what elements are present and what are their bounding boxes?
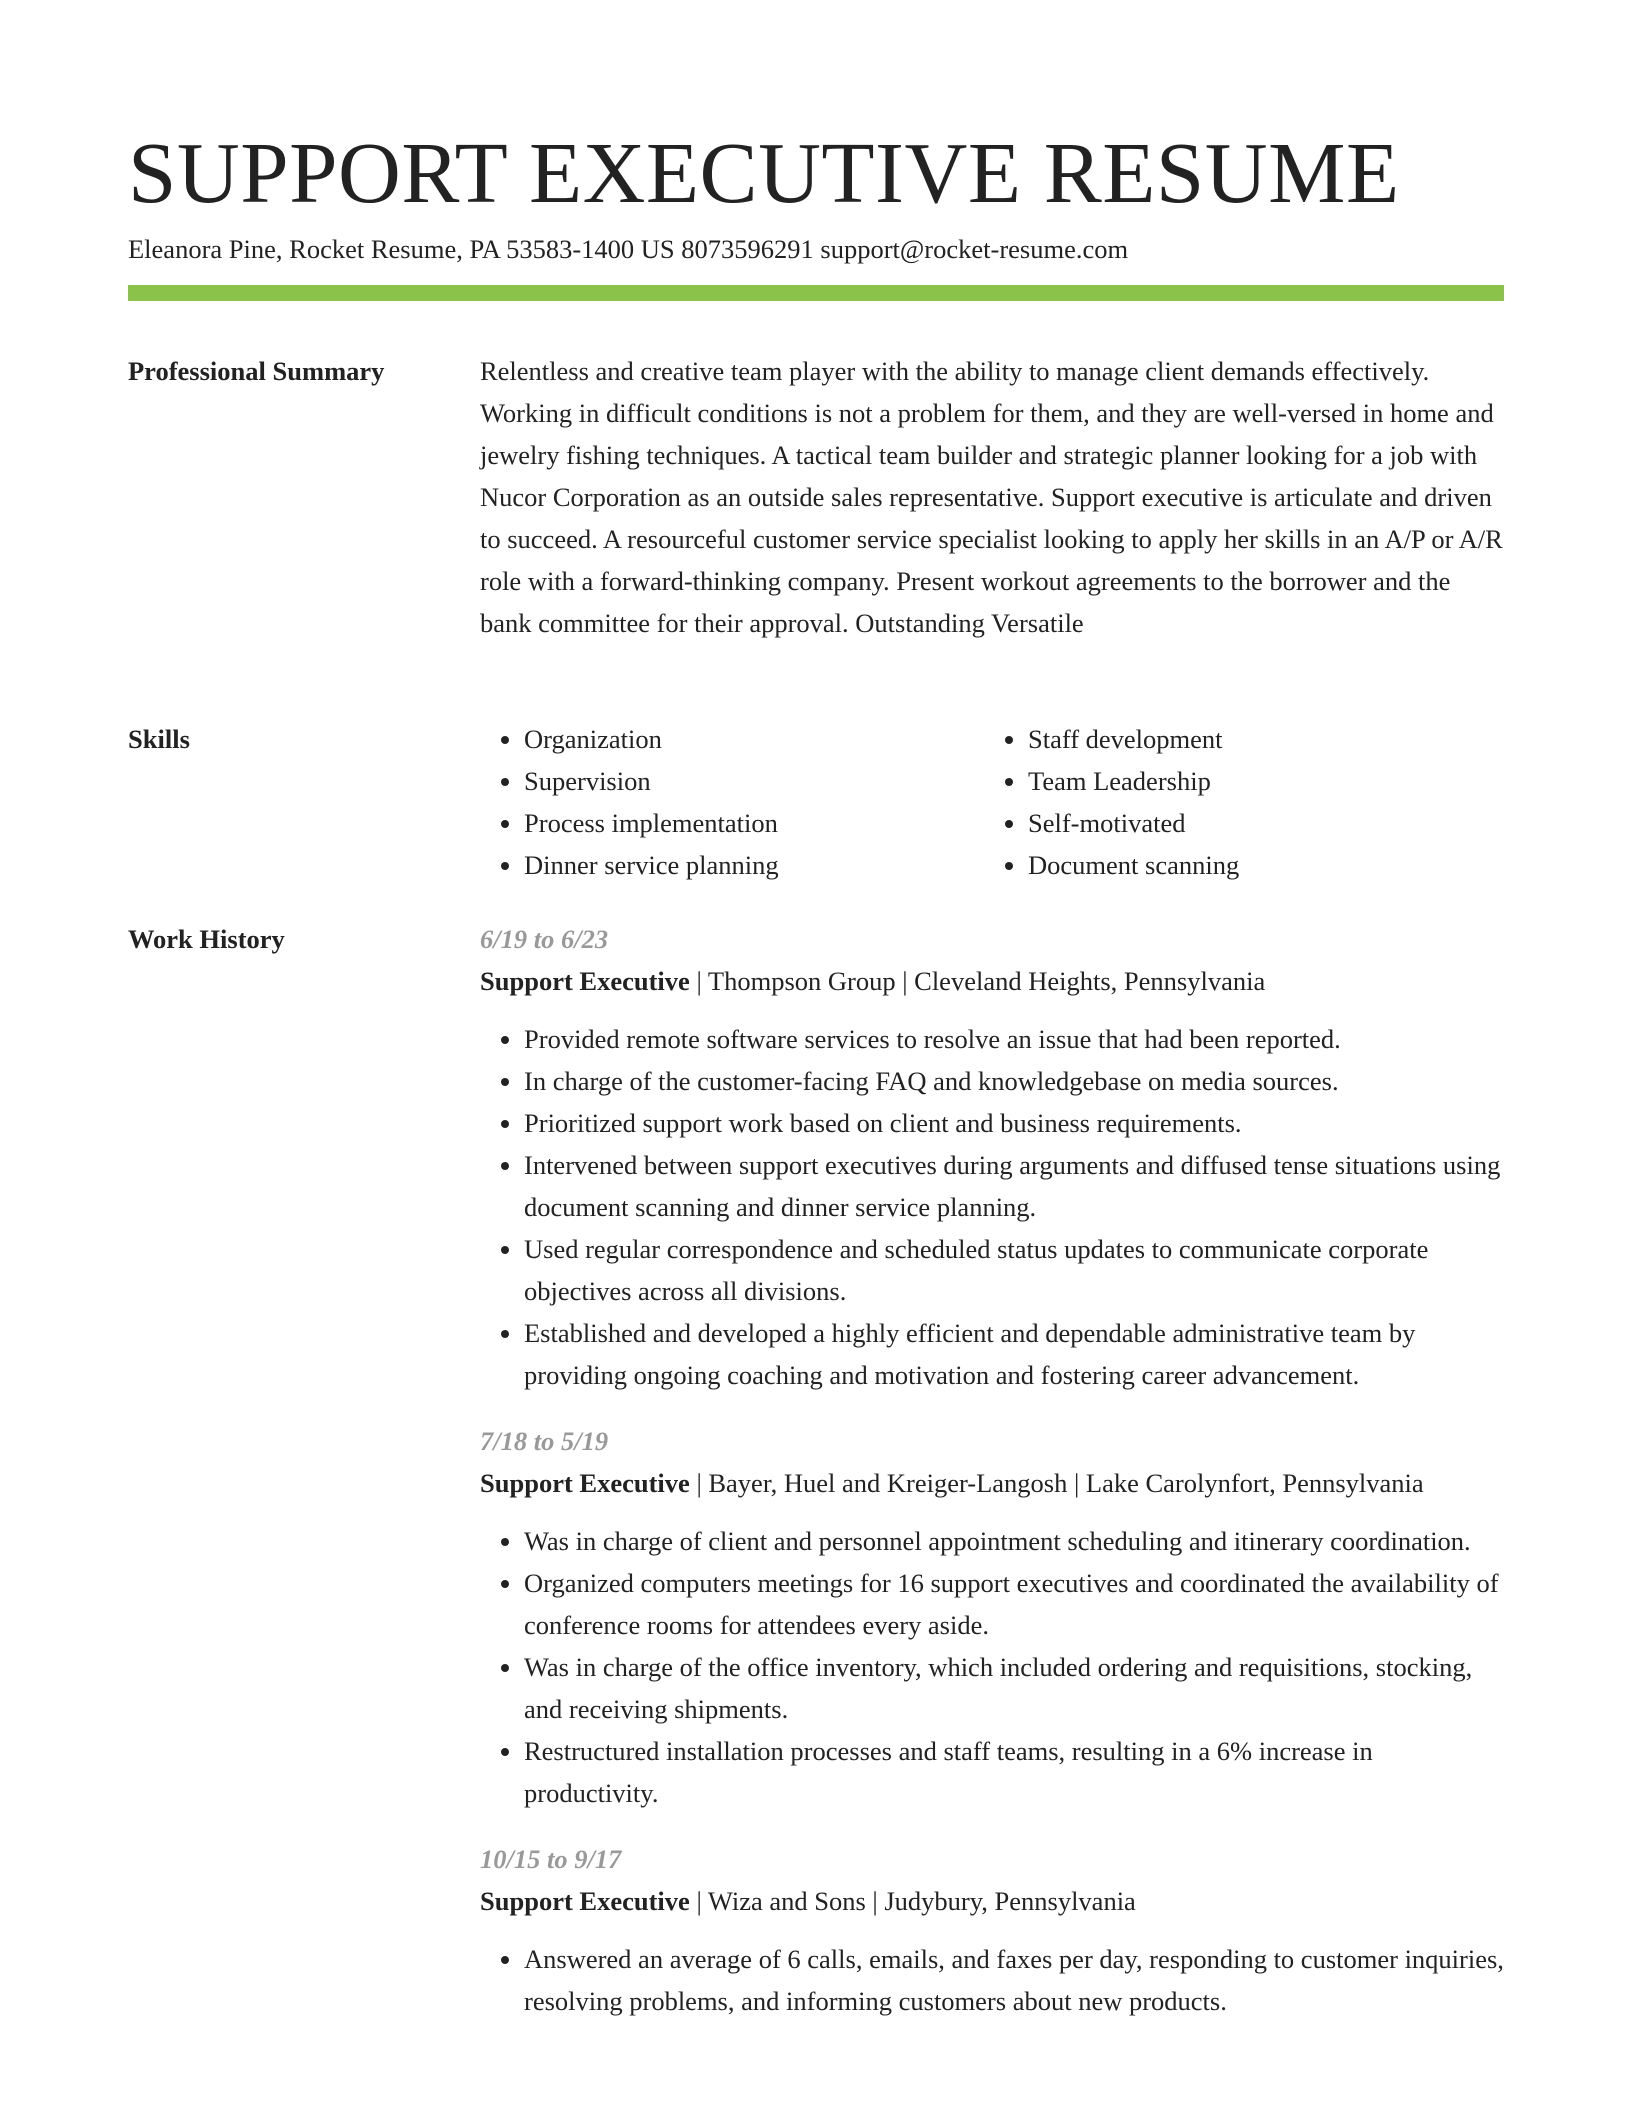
job-bullets [480, 1938, 1504, 2022]
job-title-line [480, 1880, 1504, 1922]
job-bullet: • Organized computers meetings for 16 support executives and coordinated the availability of conference rooms for attendees every aside. [524, 1562, 1504, 1646]
job-role: Support Executive [480, 1468, 690, 1498]
job-bullet: • Restructured installation processes and staff teams, resulting in a 6% increase in productivity. [524, 1730, 1504, 1814]
job-bullet: • Prioritized support work based on client and business requirements. [524, 1102, 1504, 1144]
skill-item: • Organization [524, 718, 984, 760]
job-bullet: • Used regular correspondence and scheduled status updates to communicate corporate objectives across all divisions. [524, 1228, 1504, 1312]
summary-text: Relentless and creative team player with the ability to manage client demands effectively. Working in difficult conditions is not a problem for them, and they are well-versed in home and jewelry fishing techniques. A tactical team builder and strategic planner looking for a job with Nucor Corporation as an outside sales representative. Support executive is articulate and driven to succeed. A resourceful customer service specialist looking to apply her skills in an A/P or A/R role with a forward-thinking company. Present workout agreements to the borrower and the bank committee for their approval. Outstanding Versatile [480, 356, 1503, 638]
job-bullet: • Intervened between support executives during arguments and diffused tense situations using document scanning and dinner service planning. [524, 1144, 1504, 1228]
summary-label: Professional Summary [128, 356, 385, 386]
job-details: | Bayer, Huel and Kreiger-Langosh | Lake Carolynfort, Pennsylvania [689, 1468, 1424, 1498]
job-entry [480, 1838, 1504, 2022]
job-bullet: • Was in charge of client and personnel appointment scheduling and itinerary coordination. [524, 1520, 1504, 1562]
job-role: Support Executive [480, 966, 690, 996]
job-dates: 10/15 to 9/17 [480, 1844, 622, 1874]
skill-item: • Supervision [524, 760, 984, 802]
job-dates: 6/19 to 6/23 [480, 924, 609, 954]
skills-list-left [480, 718, 984, 886]
resume-title: SUPPORT EXECUTIVE RESUME [128, 124, 1400, 221]
skill-item: • Self-motivated [1028, 802, 1488, 844]
contact-line: Eleanora Pine, Rocket Resume, PA 53583-1400 US 8073596291 support@rocket-resume.com [128, 234, 1129, 264]
job-bullet: • Was in charge of the office inventory, which included ordering and requisitions, stocking, and receiving shipments. [524, 1646, 1504, 1730]
accent-divider [128, 285, 1504, 301]
skills-columns [480, 718, 1504, 886]
job-title-line [480, 960, 1504, 1002]
job-bullet: • Answered an average of 6 calls, emails, and faxes per day, responding to customer inquiries, resolving problems, and informing customers about new products. [524, 1938, 1504, 2022]
job-details: | Wiza and Sons | Judybury, Pennsylvania [689, 1886, 1136, 1916]
job-bullet: • In charge of the customer-facing FAQ and knowledgebase on media sources. [524, 1060, 1504, 1102]
job-entry [480, 1420, 1504, 1814]
skills-list-right [984, 718, 1488, 886]
job-dates: 7/18 to 5/19 [480, 1426, 609, 1456]
job-bullets [480, 1520, 1504, 1814]
job-bullet: • Established and developed a highly efficient and dependable administrative team by providing ongoing coaching and motivation and fostering career advancement. [524, 1312, 1504, 1396]
job-details: | Thompson Group | Cleveland Heights, Pennsylvania [689, 966, 1266, 996]
work-history-body [480, 918, 1504, 2046]
summary-body [480, 350, 1504, 644]
job-bullets [480, 1018, 1504, 1396]
job-bullet: • Provided remote software services to resolve an issue that had been reported. [524, 1018, 1504, 1060]
skill-item: • Dinner service planning [524, 844, 984, 886]
skills-body [480, 718, 1504, 886]
skills-label: Skills [128, 724, 190, 754]
job-entry [480, 918, 1504, 1396]
skill-item: • Staff development [1028, 718, 1488, 760]
job-role: Support Executive [480, 1886, 690, 1916]
work-history-label: Work History [128, 924, 285, 954]
skill-item: • Document scanning [1028, 844, 1488, 886]
job-title-line [480, 1462, 1504, 1504]
skill-item: • Team Leadership [1028, 760, 1488, 802]
skill-item: • Process implementation [524, 802, 984, 844]
